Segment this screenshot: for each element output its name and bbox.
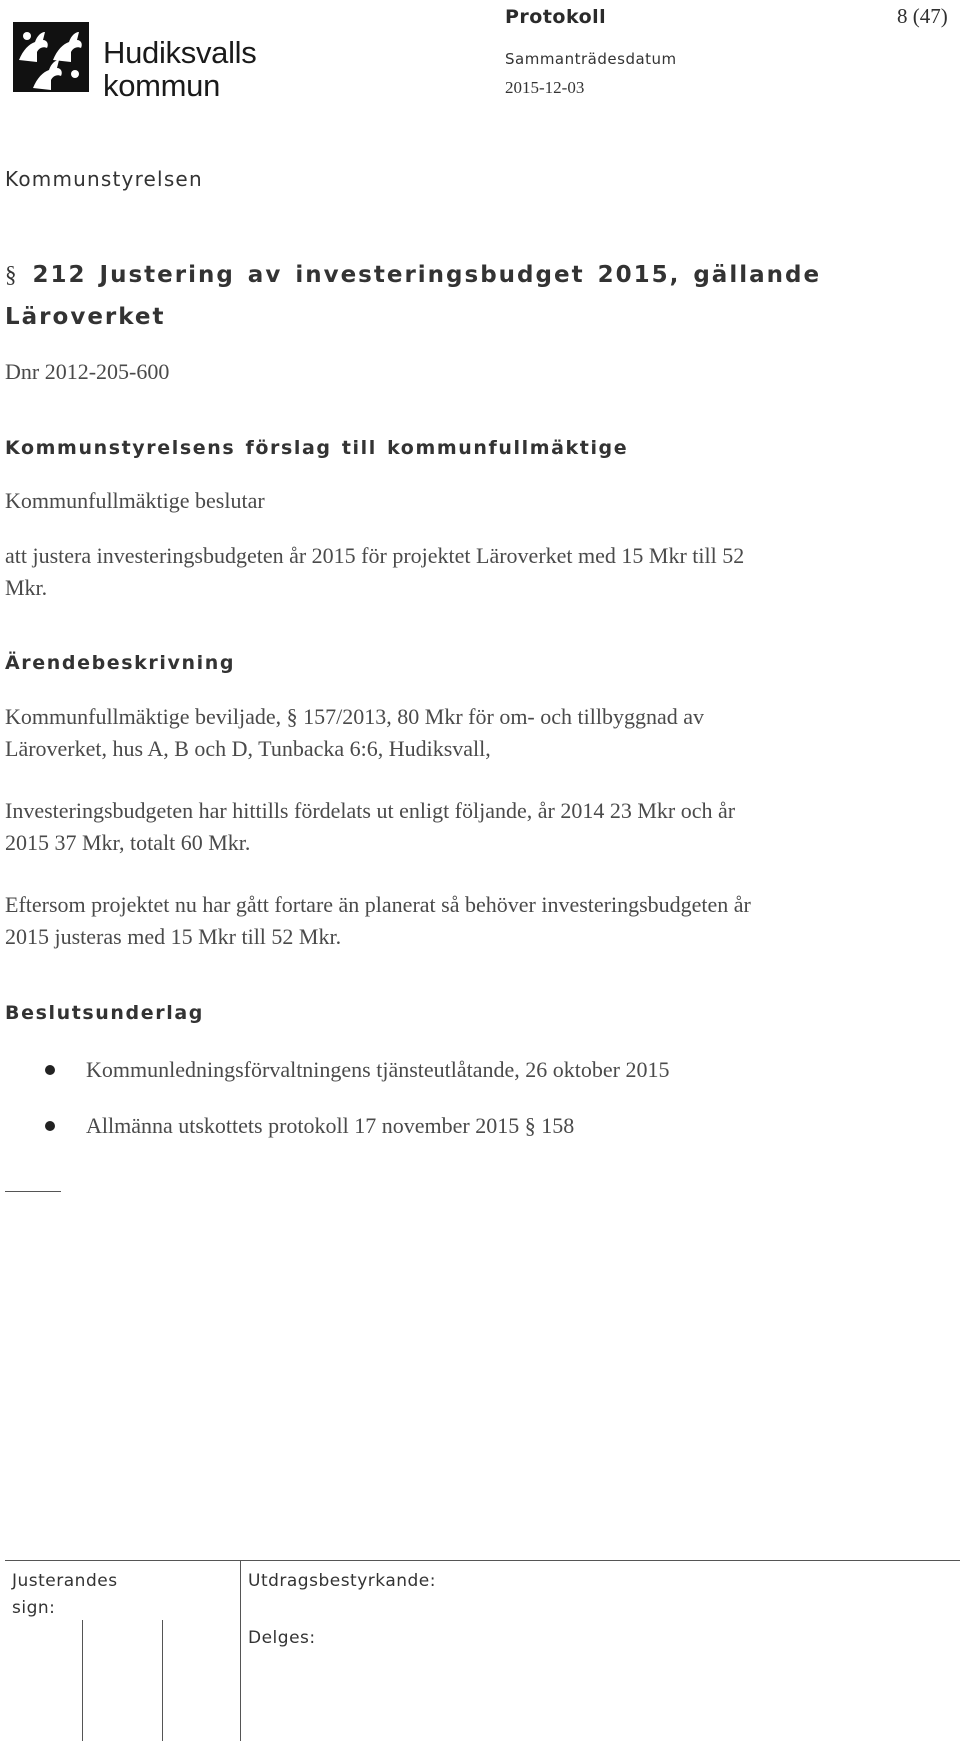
section-symbol: §	[286, 704, 298, 729]
signature-box-divider	[82, 1620, 83, 1741]
page-number: 8 (47)	[897, 4, 948, 28]
logo-wordmark	[103, 36, 256, 102]
signers-label-line-2: sign:	[12, 1598, 56, 1618]
document-type: Protokoll	[505, 6, 607, 28]
case-number: Dnr 2012-205-600	[5, 359, 170, 384]
paragraph-line: Läroverket, hus A, B och D, Tunbacka 6:6, Hudiksvall,	[5, 736, 491, 761]
description-paragraph-2	[5, 795, 910, 859]
paragraph-text: 157/2013, 80 Mkr för om- och tillbyggnad av	[303, 704, 705, 729]
basis-heading: Beslutsunderlag	[5, 1002, 204, 1024]
description-paragraph-3	[5, 889, 910, 953]
footer-rule	[5, 1560, 960, 1561]
paragraph-text: Kommunfullmäktige beviljade,	[5, 704, 282, 729]
section-title	[5, 254, 905, 338]
signers-label	[12, 1568, 118, 1622]
committee-name: Kommunstyrelsen	[5, 167, 203, 191]
extract-certification-label: Utdragsbestyrkande:	[248, 1571, 436, 1591]
bullet-icon	[45, 1121, 55, 1131]
logo-line-2: kommun	[103, 68, 221, 103]
description-paragraph-1	[5, 701, 910, 765]
footer-column-divider	[240, 1560, 241, 1741]
paragraph-line	[5, 701, 910, 733]
distribution-label: Delges:	[248, 1628, 316, 1648]
bullet-icon	[45, 1065, 55, 1075]
paragraph-line: 2015 37 Mkr, totalt 60 Mkr.	[5, 830, 251, 855]
paragraph-line: Eftersom projektet nu har gått fortare än planerat så behöver investeringsbudgeten år	[5, 892, 751, 917]
list-item-text: Allmänna utskottets protokoll 17 november 2015 § 158	[86, 1113, 575, 1138]
paragraph-line: Investeringsbudgeten har hittills fördelats ut enligt följande, år 2014 23 Mkr och år	[5, 798, 736, 823]
decision-line: Mkr.	[5, 575, 48, 600]
divider	[5, 1191, 61, 1192]
section-symbol: §	[5, 262, 19, 287]
proposal-heading: Kommunstyrelsens förslag till kommunfullmäktige	[5, 437, 629, 459]
signers-label-line-1: Justerandes	[12, 1571, 118, 1591]
description-heading: Ärendebeskrivning	[5, 652, 236, 674]
signature-box-divider	[162, 1620, 163, 1741]
paragraph-line: 2015 justeras med 15 Mkr till 52 Mkr.	[5, 924, 342, 949]
meeting-date-label: Sammanträdesdatum	[505, 50, 677, 68]
logo-line-1: Hudiksvalls	[103, 35, 257, 70]
list-item-text: Kommunledningsförvaltningens tjänsteutlåtande, 26 oktober 2015	[86, 1057, 670, 1082]
coat-of-arms-icon	[13, 22, 89, 92]
decision-line: att justera investeringsbudgeten år 2015 för projektet Läroverket med 15 Mkr till 52	[5, 543, 745, 568]
meeting-date: 2015-12-03	[505, 78, 585, 97]
proposal-decision	[5, 540, 910, 604]
proposal-intro: Kommunfullmäktige beslutar	[5, 488, 265, 513]
section-title-text: 212 Justering av investeringsbudget 2015, gällande Läroverket	[5, 262, 822, 330]
